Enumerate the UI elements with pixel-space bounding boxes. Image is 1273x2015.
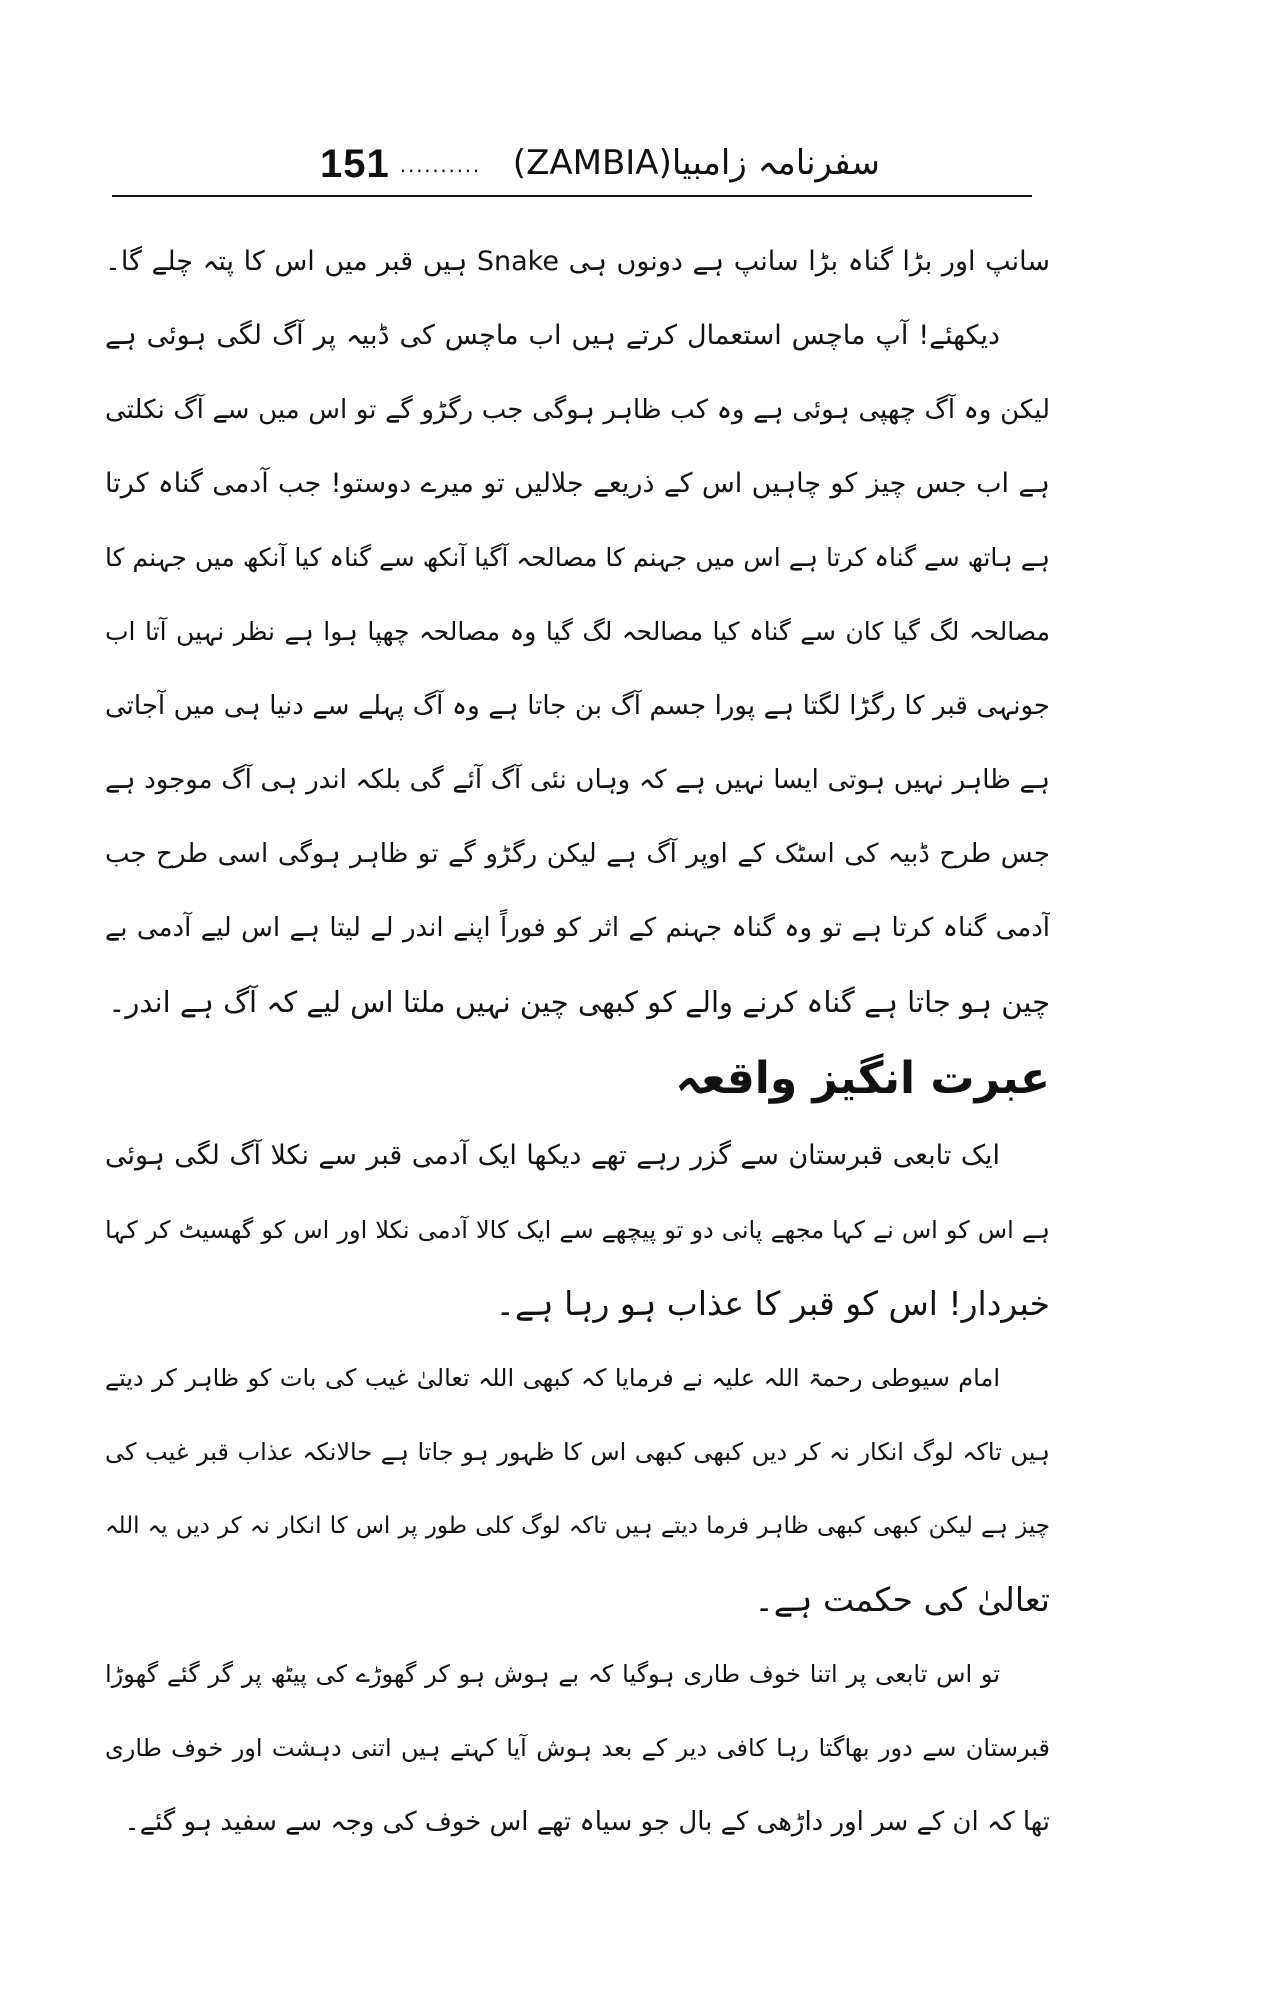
text-line: قبرستان سے دور بھاگتا رہا کافی دیر کے بعد ہوش آیا کہتے ہیں اتنی دہشت اور خوف طاری [105,1734,1050,1762]
text-line: چین ہو جاتا ہے گناہ کرنے والے کو کبھی چین نہیں ملتا اس لیے کہ آگ ہے اندر۔ [108,985,1050,1019]
text-line: مصالحہ لگ گیا کان سے گناہ کیا مصالحہ لگ گیا وہ مصالحہ چھپا ہوا ہے نظر نہیں آتا اب [105,617,1050,646]
text-line: تو اس تابعی پر اتنا خوف طاری ہوگیا کہ بے ہوش ہو کر گھوڑے کی پیٹھ پر گر گئے گھوڑا [105,1660,1000,1688]
text-line: ہے اب جس چیز کو چاہیں اس کے ذریعے جلالیں تو میرے دوستو! جب آدمی گناہ کرتا [105,468,1050,499]
text-line: جونہی قبر کا رگڑا لگتا ہے پورا جسم آگ بن جاتا ہے وہ آگ پہلے سے دنیا ہی میں آجاتی [105,691,1050,721]
text-line: لیکن وہ آگ چھپی ہوئی ہے وہ کب ظاہر ہوگی جب رگڑو گے تو اس میں سے آگ نکلتی [105,395,1050,425]
page-number: 151 [320,142,390,186]
header-rule [112,195,1032,197]
text-line: ہے اس کو اس نے کہا مجھے پانی دو تو پیچھے سے ایک کالا آدمی نکلا اور اس کو گھسیٹ کر کہا [105,1216,1050,1244]
text-line: سانپ اور بڑا گناہ بڑا سانپ ہے دونوں ہی Snake ہیں قبر میں اس کا پتہ چلے گا۔ [105,246,1050,277]
text-line: آدمی گناہ کرتا ہے تو وہ گناہ جہنم کے اثر کو فوراً اپنے اندر لے لیتا ہے اس لیے آدمی بے [105,913,1050,943]
text-line: ایک تابعی قبرستان سے گزر رہے تھے دیکھا ایک آدمی قبر سے نکلا آگ لگی ہوئی [105,1140,1000,1171]
text-line: ہے ہاتھ سے گناہ کرتا ہے اس میں جہنم کا مصالحہ آگیا آنکھ سے گناہ کیا آنکھ میں جہنم کا [105,543,1050,572]
section-heading: عبرت انگیز واقعہ [675,1053,1050,1104]
text-line: ہے ظاہر نہیں ہوتی ایسا نہیں ہے کہ وہاں نئی آگ آئے گی بلکہ اندر ہی آگ موجود ہے [105,765,1050,795]
dot-leader: .......... [400,152,482,177]
text-line: چیز ہے لیکن کبھی کبھی ظاہر فرما دیتے ہیں تاکہ لوگ کلی طور پر اس کا انکار نہ کر دیں یہ اللہ [105,1513,1050,1539]
text-line: ہیں تاکہ لوگ انکار نہ کر دیں کبھی کبھی اس کا ظہور ہو جاتا ہے حالانکہ عذاب قبر غیب کی [105,1438,1050,1466]
text-line: خبردار! اس کو قبر کا عذاب ہو رہا ہے۔ [495,1284,1050,1323]
text-line: تعالیٰ کی حکمت ہے۔ [754,1580,1050,1619]
text-line: دیکھئے! آپ ماچس استعمال کرتے ہیں اب ماچس کی ڈبیہ پر آگ لگی ہوئی ہے [105,320,1000,351]
text-line: تھا کہ ان کے سر اور داڑھی کے بال جو سیاہ تھے اس خوف کی وجہ سے سفید ہو گئے۔ [124,1807,1050,1837]
page-body [105,225,1050,1859]
text-line: امام سیوطی رحمۃ اللہ علیہ نے فرمایا کہ کبھی اللہ تعالیٰ غیب کی بات کو ظاہر کر دیتے [105,1364,1000,1392]
book-title: سفرنامہ زامبیا(ZAMBIA) [512,143,880,183]
text-line: جس طرح ڈبیہ کی اسٹک کے اوپر آگ ہے لیکن رگڑو گے تو ظاہر ہوگی اسی طرح جب [105,839,1050,869]
running-header [110,140,1030,200]
